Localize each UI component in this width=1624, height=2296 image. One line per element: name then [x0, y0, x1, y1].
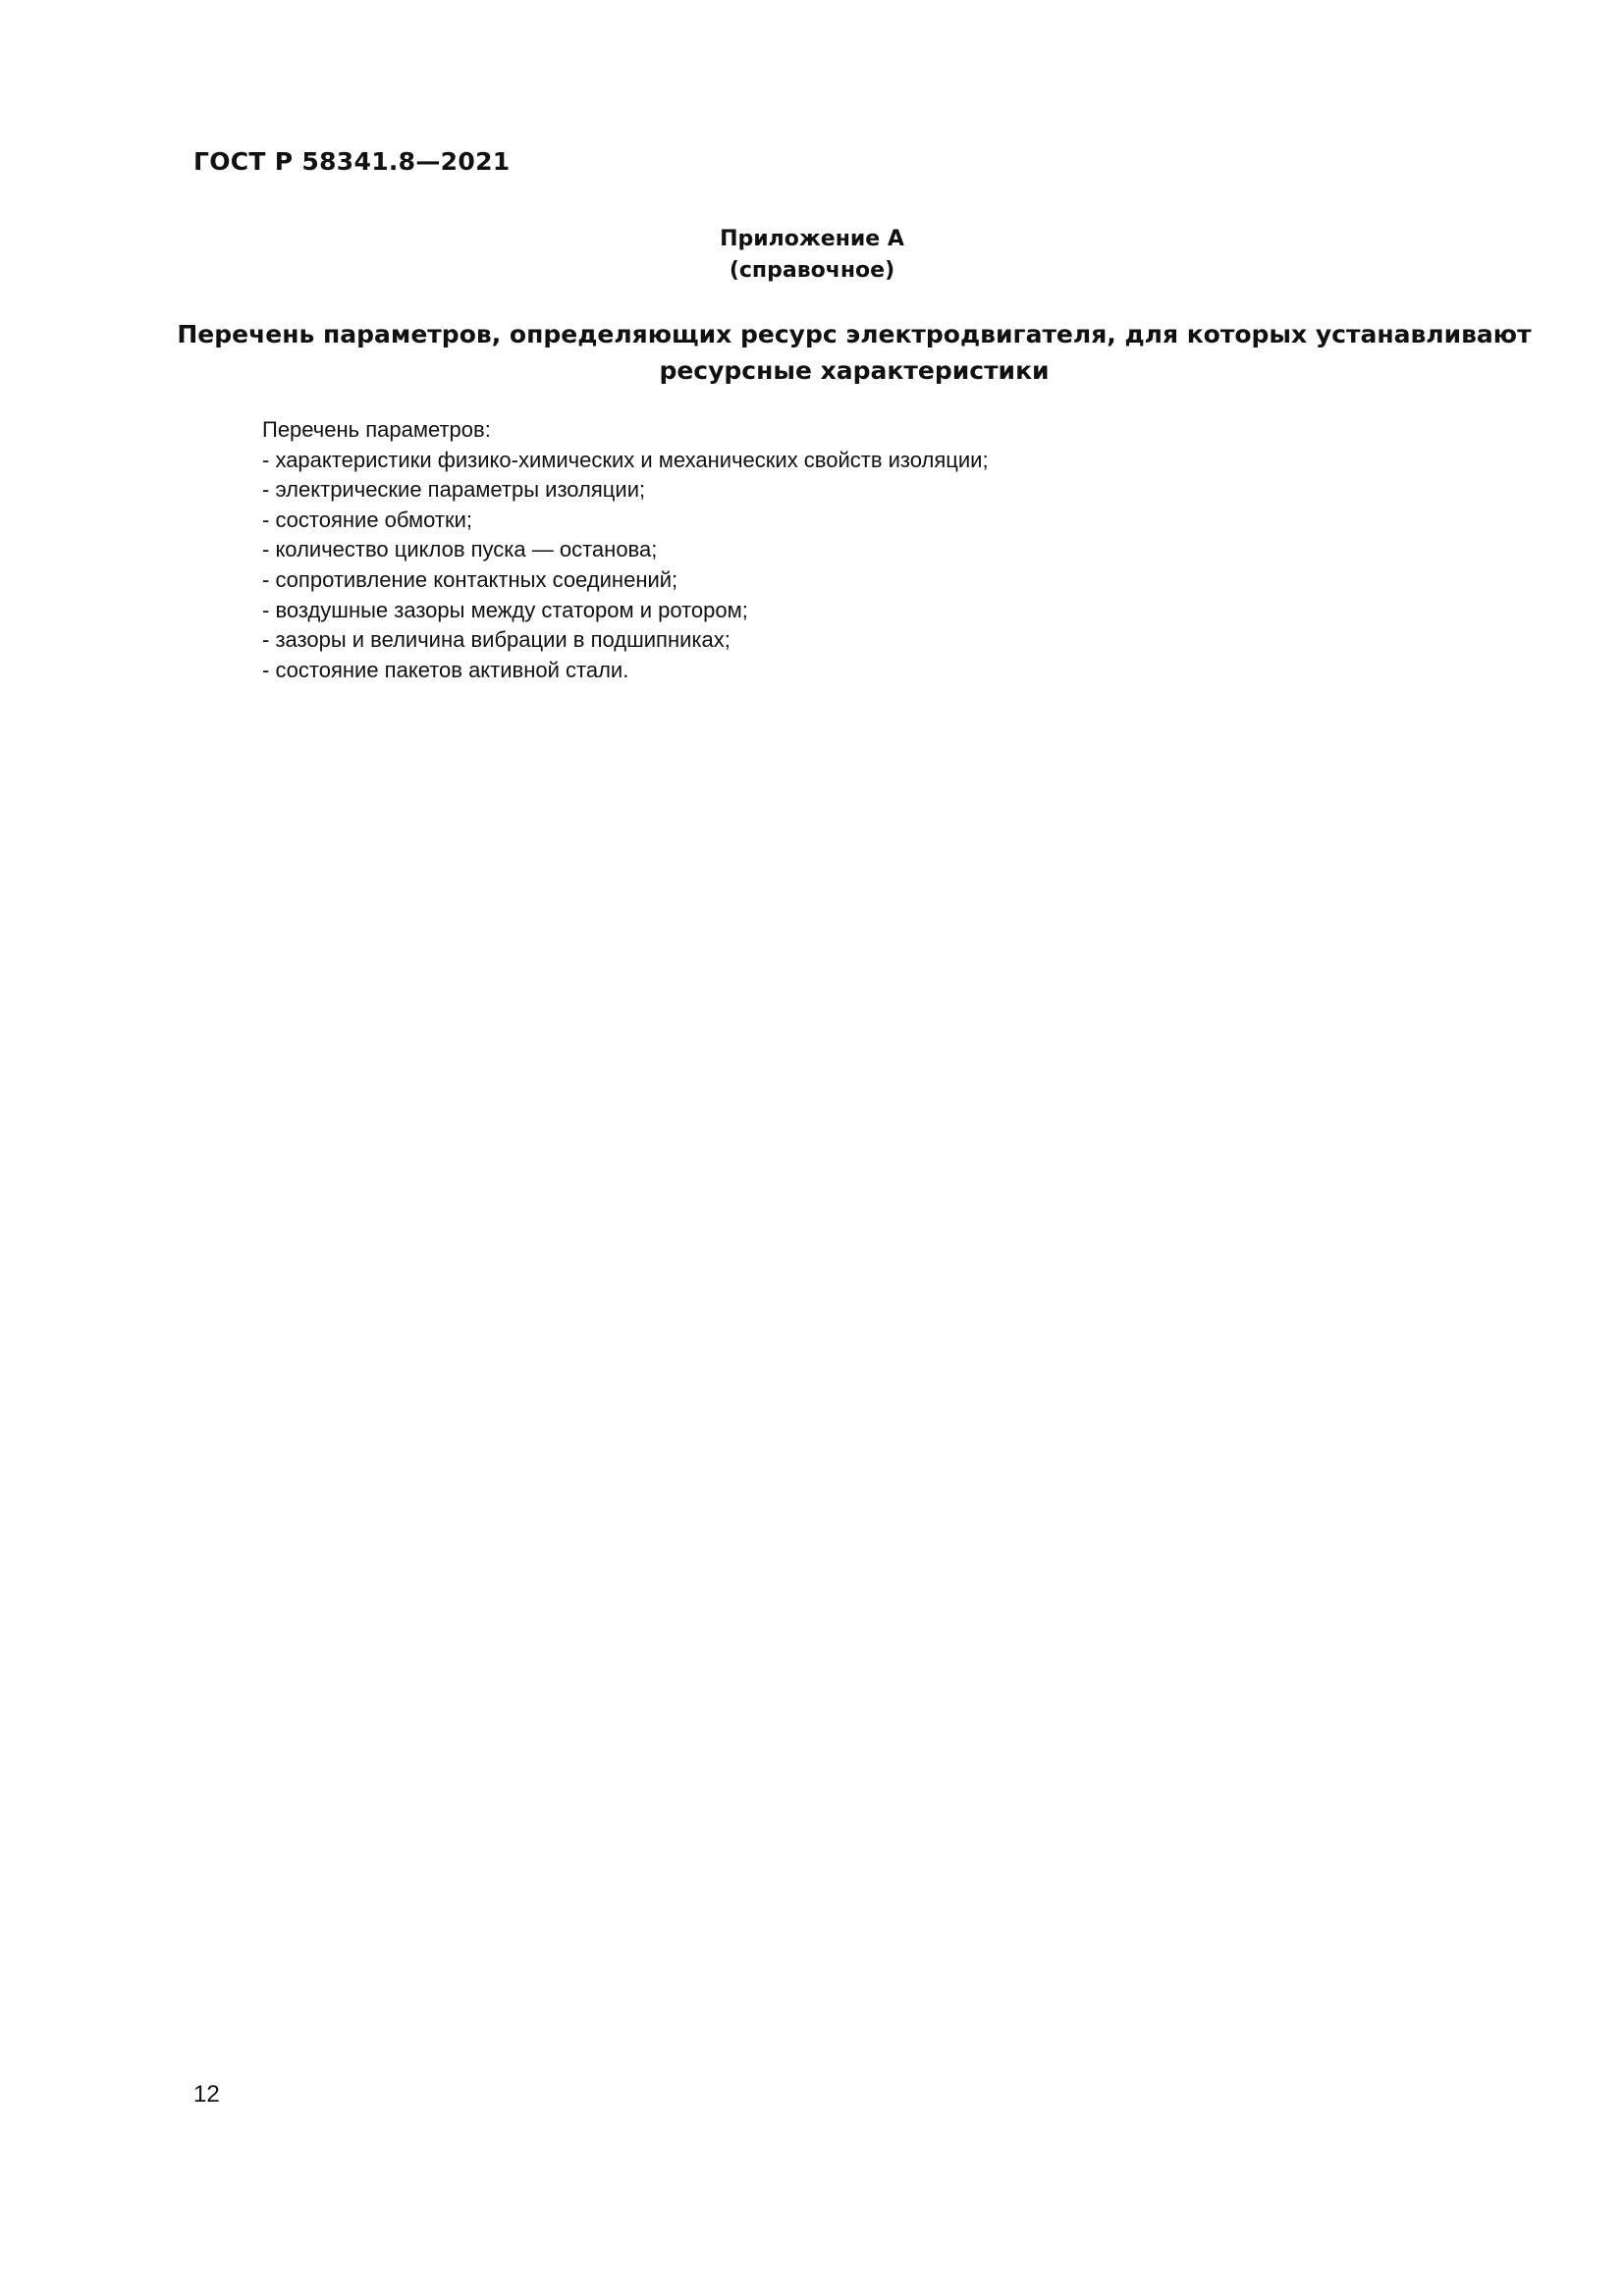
list-item: - сопротивление контактных соединений;	[262, 566, 678, 592]
standard-code: ГОСТ Р 58341.8—2021	[193, 147, 511, 176]
parameters-list	[262, 446, 1440, 686]
list-item: - состояние пакетов активной стали.	[262, 657, 629, 682]
appendix-label: Приложение А	[720, 227, 904, 251]
section-title-line-2: ресурсные характеристики	[659, 356, 1050, 385]
list-item: - состояние обмотки;	[262, 507, 473, 532]
appendix-heading	[0, 224, 1624, 287]
section-title	[167, 316, 1542, 389]
parameters-intro: Перечень параметров:	[262, 417, 491, 442]
list-item: - характеристики физико-химических и механических свойств изоляции;	[262, 447, 989, 472]
appendix-type: (справочное)	[729, 258, 895, 283]
list-item: - количество циклов пуска — останова;	[262, 537, 658, 562]
list-item: - зазоры и величина вибрации в подшипниках;	[262, 627, 731, 653]
document-header	[193, 147, 510, 176]
list-item: - воздушные зазоры между статором и ротором;	[262, 597, 748, 622]
section-title-line-1: Перечень параметров, определяющих ресурс электродвигателя, для которых устанавливают	[177, 320, 1532, 348]
parameters-list-section	[262, 415, 1440, 685]
list-item: - электрические параметры изоляции;	[262, 477, 646, 503]
page-number: 12	[193, 2081, 220, 2108]
